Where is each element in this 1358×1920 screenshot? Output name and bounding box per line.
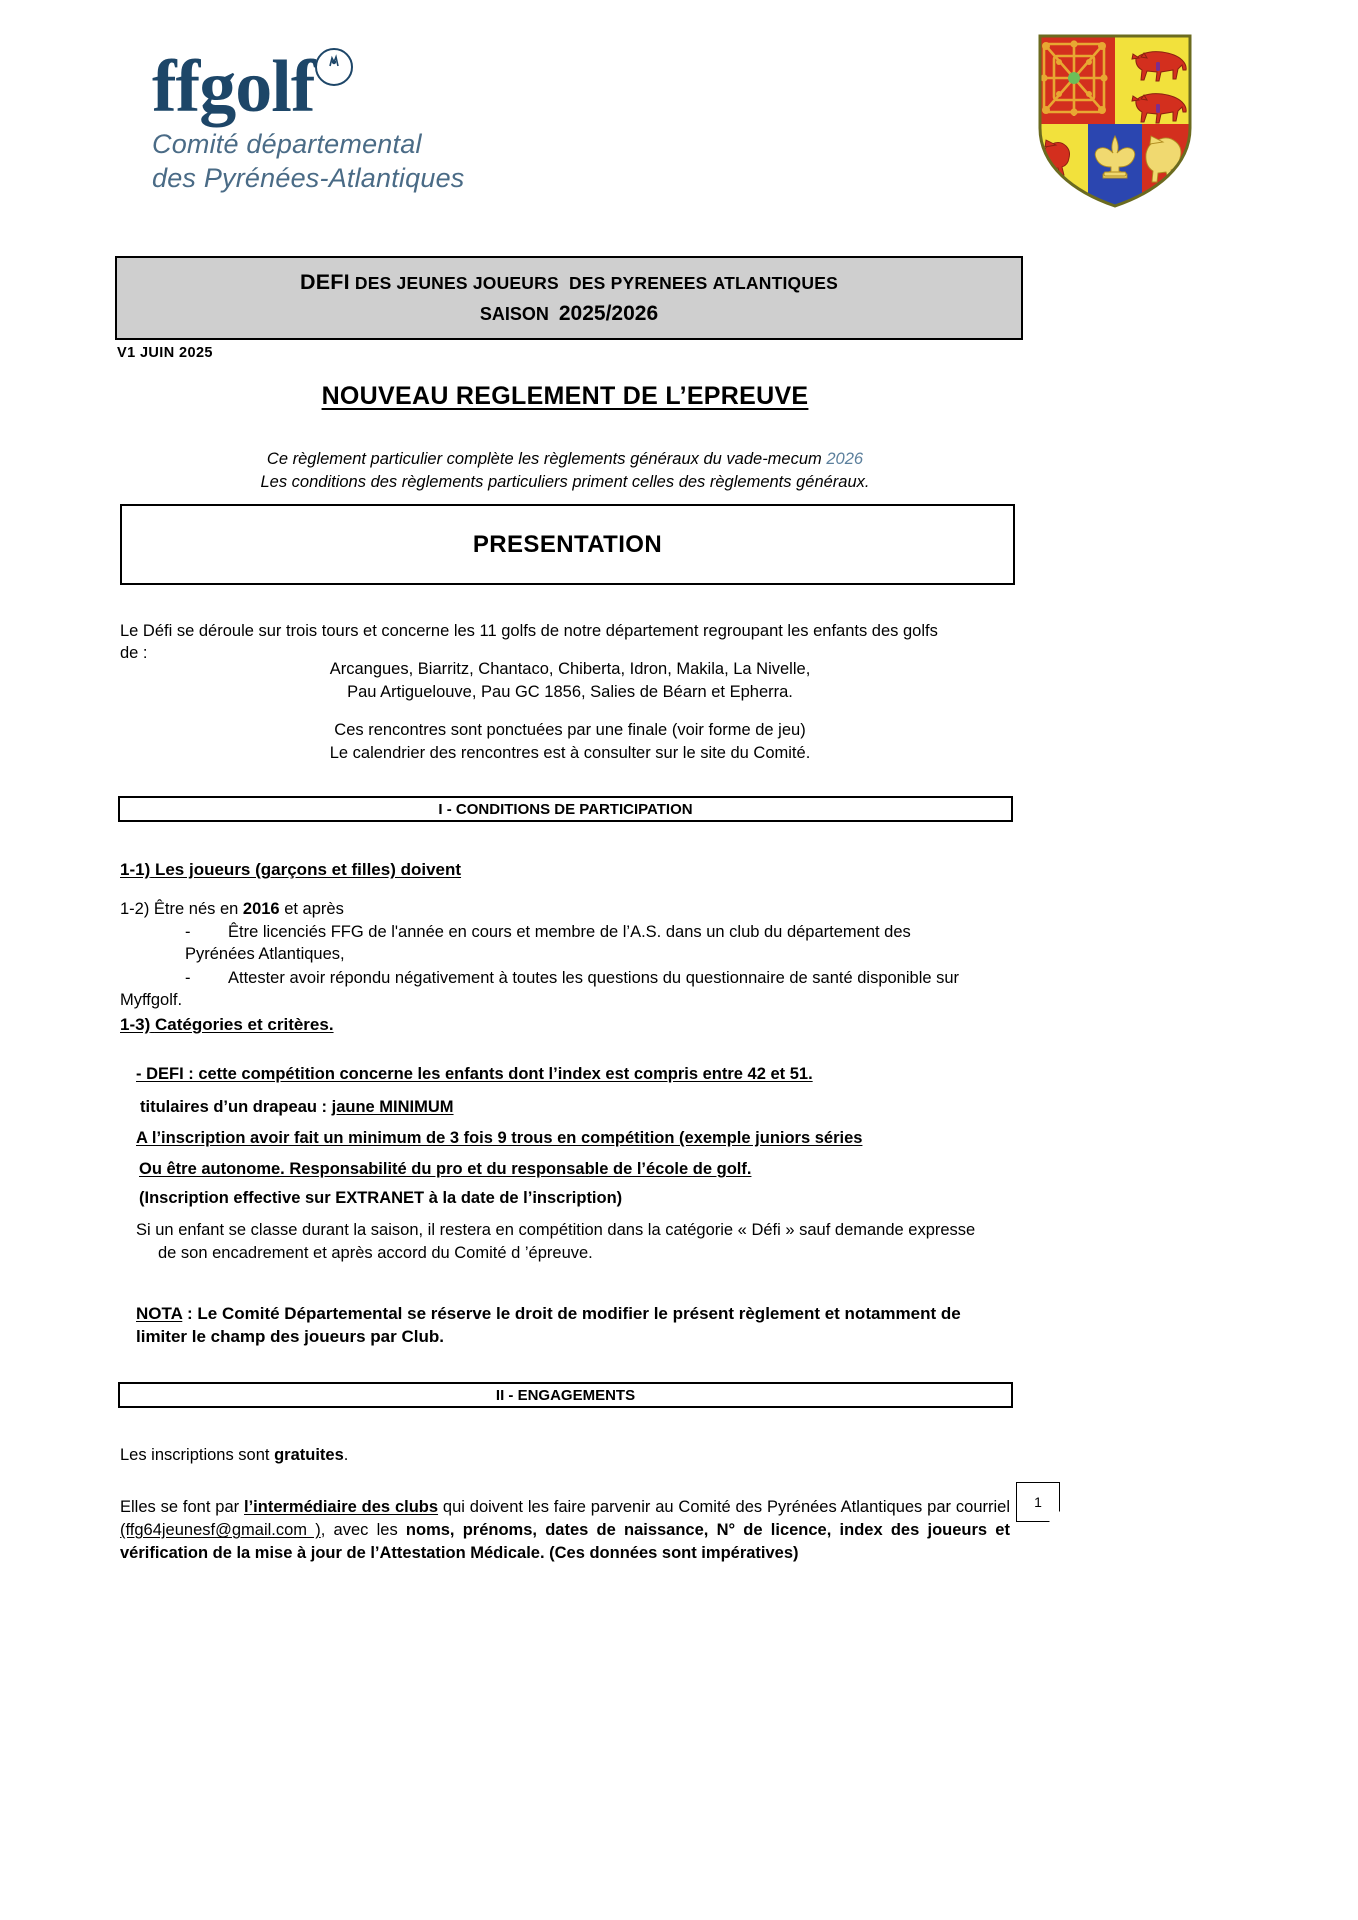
procedure-required-fields: noms, prénoms, dates de naissance, N° de licence, index des (405, 1521, 920, 1540)
golf-clubs-line2: Pau Artiguelouve, Pau GC 1856, Salies de Béarn et Epherra. (347, 683, 793, 702)
inscriptions-free-keyword: gratuites (274, 1446, 344, 1464)
logo-subtitle-line2: des Pyrénées-Atlantiques (152, 163, 465, 194)
inscriptions-free-suffix: . (343, 1446, 349, 1464)
conditions-section-title: I - CONDITIONS DE PARTICIPATION (438, 800, 693, 818)
procedure-clubs-link[interactable]: l’intermédiaire des clubs (244, 1498, 439, 1516)
intro-note (0, 448, 1130, 494)
engagements-section-box (118, 1382, 1013, 1408)
criteria-line-2-flag: jaune MINIMUM (331, 1098, 454, 1116)
bullet-text-main: Être licenciés FFG de l'année en cours et membre de l’A.S. dans un club du département des (228, 923, 911, 941)
intro-note-line1 (0, 448, 1130, 471)
procedure-required-fields-2: joueurs et vérification de la mise à jour de l’Attestation Médicale. (Ces données sont impératives) (120, 1521, 1010, 1563)
inscriptions-free-line (120, 1444, 348, 1466)
presentation-section-title: PRESENTATION (472, 530, 663, 558)
item-1-1-text: Les joueurs (garçons et filles) doivent (154, 860, 462, 879)
criteria-line-3: A l’inscription avoir fait un minimum de 3 fois 9 trous en compétition (exemple juniors séries (136, 1129, 863, 1147)
title-pyrenees: PYRENEES (610, 273, 708, 293)
finale-note (120, 719, 1020, 766)
bullet-dash-icon: - (185, 923, 191, 941)
criteria-line-1: - DEFI : cette compétition concerne les enfants dont l’index est compris entre 42 et 51. (136, 1065, 813, 1083)
intro-note-line1-text: Ce règlement particulier complète les règlements généraux du vade-mecum (266, 450, 827, 468)
procedure-seg-6: , avec les (320, 1521, 406, 1540)
logo-subtitle-line1: Comité départemental (152, 129, 422, 160)
page-title: NOUVEAU REGLEMENT DE L’EPREUVE (321, 382, 809, 410)
title-atlantiques: ATLANTIQUES (712, 273, 838, 293)
contact-email-link[interactable]: (ffg64jeunesf@gmail.com ) (120, 1521, 321, 1540)
ffgolf-logo (152, 46, 552, 196)
item-1-2-year: 2016 (242, 900, 280, 918)
procedure-seg-1: Elles se font par (120, 1498, 244, 1516)
item-1-2-suffix: et après (279, 900, 344, 918)
nota-label: NOTA (136, 1304, 183, 1323)
bullet-dash-icon: - (185, 968, 191, 987)
bullet-text (120, 967, 1010, 1012)
item-1-3-text: Catégories et critères. (154, 1015, 334, 1034)
criteria-line-2 (140, 1096, 454, 1118)
finale-note-line2: Le calendrier des rencontres est à consulter sur le site du Comité. (329, 744, 811, 763)
nota-note (136, 1302, 1016, 1348)
presentation-paragraph-line1: Le Défi se déroule sur trois tours et concerne les 11 golfs de notre département regroupant les enfants des golfs (120, 622, 938, 640)
list-item (120, 967, 1010, 1012)
title-defi: DEFI (300, 270, 350, 294)
inscriptions-free-prefix: Les inscriptions sont (120, 1446, 275, 1464)
item-1-2-line (120, 898, 1010, 920)
item-1-3-number: 1-3) (120, 1015, 151, 1034)
classement-note-line2: de son encadrement et après accord du Comité d ’épreuve. (158, 1243, 593, 1262)
title-line-1 (300, 270, 838, 295)
criteria-line-4: Ou être autonome. Responsabilité du pro et du responsable de l’école de golf. (139, 1160, 752, 1178)
conditions-bullet-list (120, 920, 1010, 1012)
bullet-text-continuation: Myffgolf. (120, 991, 183, 1010)
nota-line1: : Le Comité Départemental se réserve le droit de modifier le présent règlement et notamment de (182, 1304, 961, 1323)
blason-pyrenees-atlantiques-icon (1032, 32, 1198, 210)
bullet-text (185, 921, 1010, 966)
criteria-line-5: (Inscription effective sur EXTRANET à la date de l’inscription) (139, 1189, 623, 1207)
procedure-seg-4: courriel (955, 1498, 1010, 1516)
inscriptions-procedure-paragraph (120, 1496, 1010, 1565)
list-item (120, 921, 1010, 966)
title-jeunes: JEUNES (396, 273, 468, 293)
item-1-3-heading (120, 1013, 334, 1036)
document-title-banner (115, 256, 1023, 340)
ffgolf-wordmark-text: ffgolf (152, 46, 315, 128)
title-line-2 (480, 302, 658, 326)
document-header (0, 0, 1358, 230)
presentation-section-box (120, 504, 1015, 585)
item-1-1-number: 1-1) (120, 860, 151, 879)
golf-clubs-line1: Arcangues, Biarritz, Chantaco, Chiberta, Idron, Makila, La Nivelle, (329, 660, 811, 678)
vade-mecum-year: 2026 (826, 450, 864, 468)
nota-line2: limiter le champ des joueurs par Club. (136, 1327, 444, 1347)
procedure-seg-3: qui doivent les faire parvenir au Comité des Pyrénées Atlantiques par (438, 1498, 952, 1516)
registered-trademark-icon (315, 48, 353, 86)
page-fold-icon (1049, 1511, 1060, 1522)
item-1-2-prefix: 1-2) Être nés en (120, 900, 243, 918)
engagements-section-title: II - ENGAGEMENTS (495, 1386, 636, 1404)
season-value: 2025/2026 (558, 302, 659, 325)
intro-note-line2: Les conditions des règlements particuliers priment celles des règlements généraux. (260, 472, 870, 491)
title-des-1: DES (354, 273, 392, 293)
title-des-2: DES (568, 273, 606, 293)
presentation-paragraph-line2: de : (120, 644, 148, 663)
ffgolf-wordmark (152, 46, 315, 128)
title-joueurs: JOUEURS (472, 273, 559, 293)
version-label: V1 JUIN 2025 (117, 345, 213, 361)
season-label: SAISON (479, 304, 549, 324)
golf-clubs-list (120, 658, 1020, 705)
logo-subtitle (152, 128, 552, 196)
criteria-line-2-plain: titulaires d’un drapeau : (140, 1098, 332, 1116)
page-number-value: 1 (1034, 1494, 1042, 1510)
bullet-text-main: Attester avoir répondu négativement à toutes les questions du questionnaire de santé disponible sur (228, 968, 960, 987)
classement-note (136, 1219, 1016, 1265)
bullet-text-continuation: Pyrénées Atlantiques, (185, 945, 345, 964)
conditions-section-box (118, 796, 1013, 822)
finale-note-line1: Ces rencontres sont ponctuées par une finale (voir forme de jeu) (334, 721, 806, 739)
item-1-1-heading (120, 858, 461, 881)
classement-note-line1: Si un enfant se classe durant la saison, il restera en compétition dans la catégorie « Défi » sauf demande expresse (136, 1221, 976, 1239)
page-number-badge (1016, 1482, 1060, 1522)
